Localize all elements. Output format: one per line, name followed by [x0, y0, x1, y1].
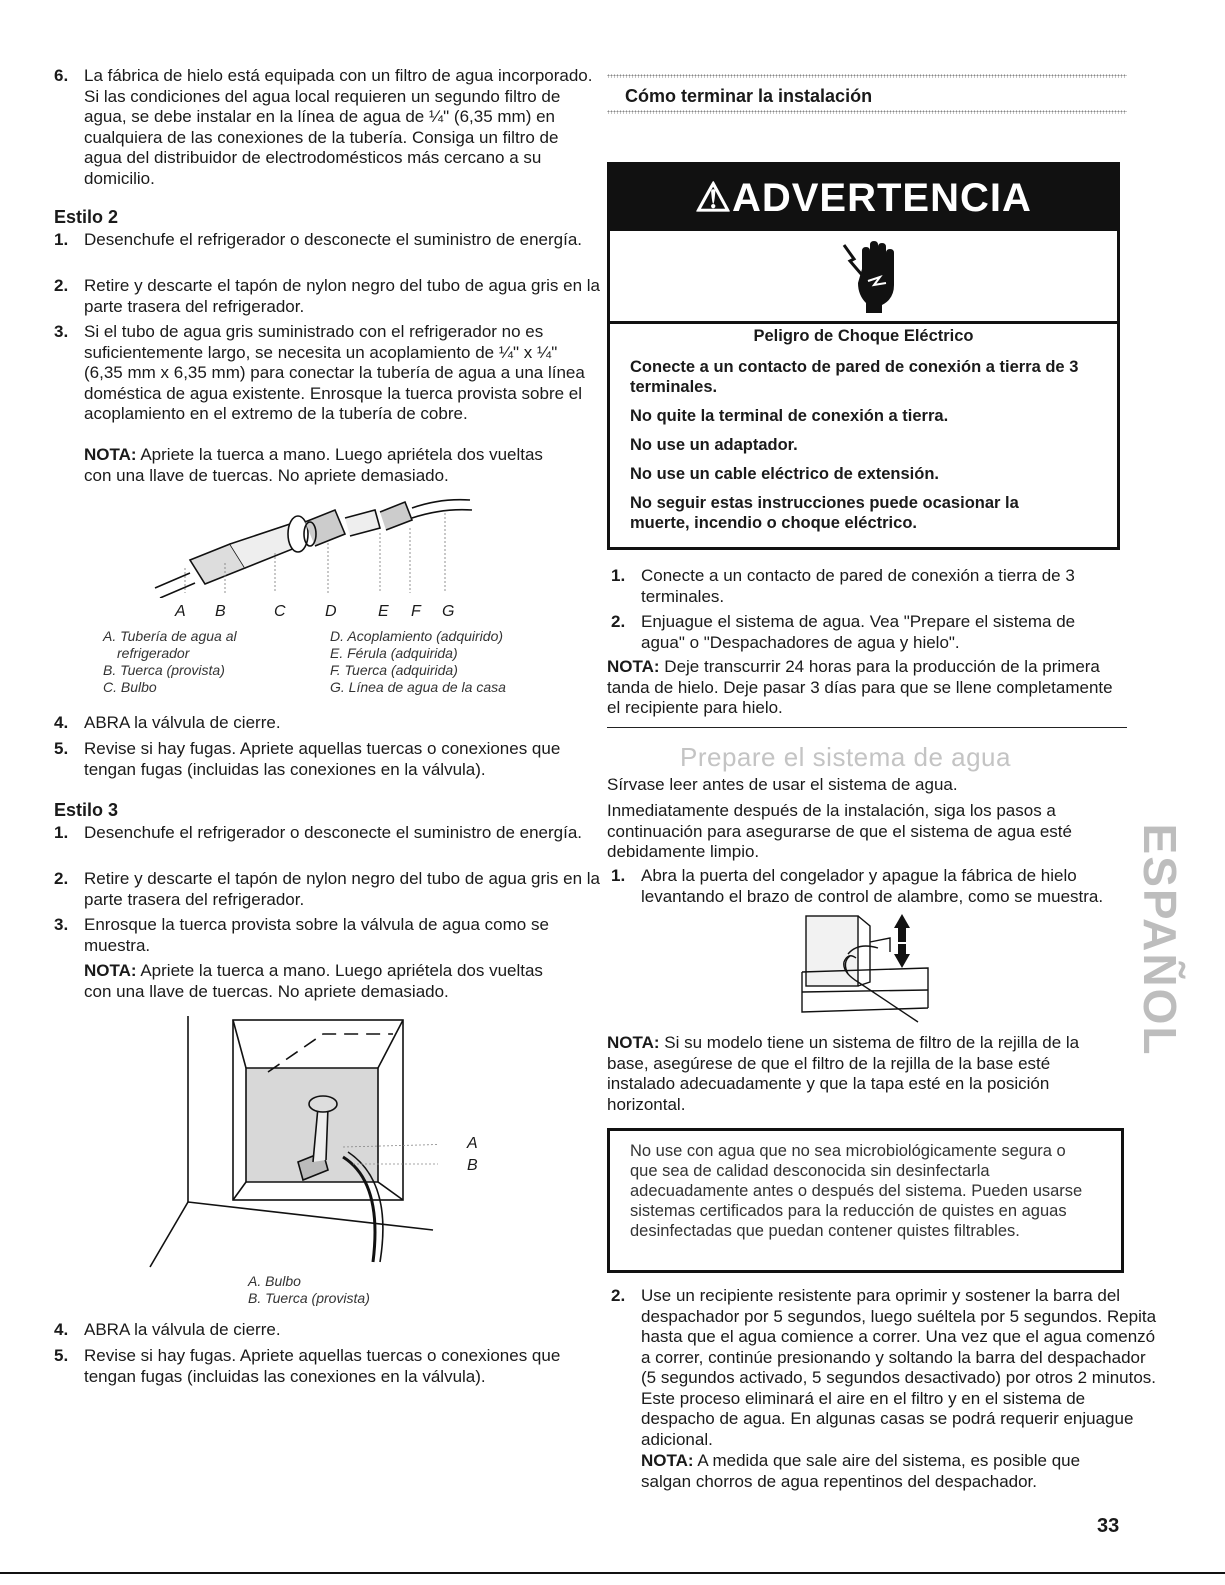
- caption: refrigerador: [117, 645, 190, 661]
- item-text: Desenchufe el refrigerador o desconecte el suministro de energía.: [84, 230, 583, 249]
- caption: B. Tuerca (provista): [103, 662, 225, 678]
- style2-item-2: [50, 276, 600, 317]
- warning-body: [630, 357, 1097, 542]
- item-number: 2.: [611, 612, 626, 631]
- warning-line: No seguir estas instrucciones puede ocasionar la muerte, incendio o choque eléctrico.: [630, 494, 1019, 532]
- warning-line: No use un adaptador.: [630, 436, 798, 454]
- dotted-rule-top: [607, 74, 1127, 78]
- item-text: Conecte a un contacto de pared de conexión a tierra de 3 terminales.: [641, 566, 1075, 606]
- caption: A. Tubería de agua al: [103, 628, 237, 644]
- warning-line: No use un cable eléctrico de extensión.: [630, 465, 940, 483]
- note-label: NOTA:: [84, 961, 137, 980]
- item-number: 1.: [54, 823, 69, 842]
- style2-item-4: [50, 713, 600, 734]
- caption: B. Tuerca (provista): [248, 1290, 370, 1306]
- air-note: [641, 1451, 1121, 1492]
- item-number: 5.: [54, 1346, 69, 1365]
- warning-box: [607, 162, 1120, 550]
- warning-triangle-icon: ⚠: [695, 176, 732, 220]
- item-number: 6.: [54, 66, 69, 85]
- warning-header: [610, 165, 1117, 231]
- side-tab-text: ESPAÑOL: [1134, 823, 1186, 1057]
- style3-item-5: [50, 1346, 600, 1387]
- language-side-tab: [1130, 818, 1200, 1058]
- item-text: Retire y descarte el tapón de nylon negro del tubo de agua gris en la parte trasera del refrigerador.: [84, 276, 601, 316]
- filter-note: [607, 1033, 1112, 1115]
- note-label: NOTA:: [641, 1451, 694, 1470]
- warning-subtitle: Peligro de Choque Eléctrico: [753, 327, 974, 345]
- figure-letter-a: A: [467, 1135, 478, 1152]
- item-text: Enjuague el sistema de agua. Vea "Prepare el sistema de agua" o "Despachadores de agua y hielo".: [641, 612, 1076, 652]
- captions-right: [330, 628, 506, 696]
- item-number: 1.: [611, 566, 626, 585]
- style3-item-3: [50, 915, 600, 956]
- item-number: 4.: [54, 1320, 69, 1339]
- caption: G. Línea de agua de la casa: [330, 679, 506, 695]
- item-text: Enrosque la tuerca provista sobre la válvula de agua como se muestra.: [84, 915, 549, 955]
- caption: E. Férula (adquirida): [330, 645, 458, 661]
- finish-item-1: [607, 566, 1151, 607]
- style2-heading: Estilo 2: [54, 207, 119, 227]
- note-text: Apriete la tuerca a mano. Luego apriétela dos vueltas con una llave de tuercas. No apriete demasiado.: [84, 961, 543, 1001]
- caution-notice-box: [607, 1128, 1124, 1273]
- label-a: A: [175, 603, 186, 620]
- page-bottom-rule: [0, 1572, 1225, 1574]
- caption: C. Bulbo: [103, 679, 157, 695]
- warning-title: ADVERTENCIA: [731, 176, 1032, 220]
- note-text: Si su modelo tiene un sistema de filtro de la rejilla de la base, asegúrese de que el filtro de la rejilla de la base esté instalado adecuadamente y que la tapa esté en la posición horizontal.: [607, 1033, 1080, 1114]
- note-text: Deje transcurrir 24 horas para la producción de la primera tanda de hielo. Deje pasar 3 días para que se llene completamente el recipiente para hielo.: [607, 657, 1113, 717]
- section-divider: [607, 727, 1127, 728]
- item-number: 3.: [54, 915, 69, 934]
- notice-text: No use con agua que no sea microbiológicamente segura o que sea de calidad desconocida sin desinfectarla adecuadamente antes o después del sistema. Pueden usarse sistemas certificados para la reducción de quistes en aguas desinfectadas que puedan contener quistes filtrables.: [630, 1142, 1083, 1240]
- prepare-paragraph: Inmediatamente después de la instalación, siga los pasos a continuación para asegurarse de que el sistema de agua esté debidamente limpio.: [607, 801, 1072, 861]
- coupling-illustration: [150, 488, 480, 598]
- note-label: NOTA:: [607, 657, 660, 676]
- label-e: E: [378, 603, 389, 620]
- prepare-item-2: [607, 1286, 1159, 1450]
- dotted-rule-bottom: [607, 110, 1127, 114]
- caption: A. Bulbo: [248, 1273, 301, 1289]
- warning-line: No quite la terminal de conexión a tierra.: [630, 407, 949, 425]
- item-text: ABRA la válvula de cierre.: [84, 713, 281, 732]
- item-text: Abra la puerta del congelador y apague la fábrica de hielo levantando el brazo de control de alambre, como se muestra.: [641, 866, 1104, 906]
- item-number: 1.: [611, 866, 626, 885]
- item-number: 5.: [54, 739, 69, 758]
- valve-box-illustration: [148, 1012, 438, 1270]
- note-label: NOTA:: [607, 1033, 660, 1052]
- ice-maker-illustration: [798, 912, 938, 1024]
- item-text: Si el tubo de agua gris suministrado con el refrigerador no es suficientemente largo, se necesita un acoplamiento de ¼" x ¼" (6,35 mm x 6,35 mm) para conectar la tubería de agua a una línea doméstica de agua existente. Enrosque la tuerca provista sobre el acoplamiento en el extremo de la tubería de cobre.: [84, 322, 585, 423]
- style3-item-4: [50, 1320, 600, 1341]
- figure-letter-b: B: [467, 1157, 478, 1174]
- item-text: ABRA la válvula de cierre.: [84, 1320, 281, 1339]
- warning-line: Conecte a un contacto de pared de conexión a tierra de 3 terminales.: [630, 358, 1079, 396]
- item-number: 2.: [54, 869, 69, 888]
- caption: F. Tuerca (adquirida): [330, 662, 458, 678]
- note-text: A medida que sale aire del sistema, es posible que salgan chorros de agua repentinos del despachador.: [641, 1451, 1081, 1491]
- style3-heading: Estilo 3: [54, 800, 119, 820]
- item-text: Desenchufe el refrigerador o desconecte el suministro de energía.: [84, 823, 583, 842]
- warning-icon-panel: [610, 231, 1117, 324]
- item-6: [50, 66, 600, 189]
- electric-shock-hand-icon: [842, 239, 896, 315]
- caption: D. Acoplamiento (adquirido): [330, 628, 504, 644]
- style3-item-2: [50, 869, 600, 910]
- label-g: G: [442, 603, 455, 620]
- section-title: Cómo terminar la instalación: [625, 86, 873, 106]
- label-f: F: [411, 603, 421, 620]
- finish-item-2: [607, 612, 1151, 653]
- finish-note: [607, 657, 1127, 719]
- style3-note: [84, 961, 568, 1002]
- item-number: 2.: [611, 1286, 626, 1305]
- prepare-item-1: [607, 866, 1156, 907]
- label-d: D: [325, 603, 337, 620]
- prepare-heading: Prepare el sistema de agua: [680, 742, 1011, 772]
- note-text: Apriete la tuerca a mano. Luego apriétela dos vueltas con una llave de tuercas. No apriete demasiado.: [84, 445, 543, 485]
- label-c: C: [274, 603, 286, 620]
- style2-item-5: [50, 739, 600, 780]
- style2-item-1: [50, 230, 600, 251]
- item-number: 2.: [54, 276, 69, 295]
- prepare-intro: Sírvase leer antes de usar el sistema de agua.: [607, 775, 958, 794]
- style2-note: [84, 445, 568, 486]
- style2-item-3: [50, 322, 600, 425]
- item-number: 3.: [54, 322, 69, 341]
- item-number: 1.: [54, 230, 69, 249]
- captions-left: [103, 628, 237, 696]
- label-b: B: [215, 603, 226, 620]
- note-label: NOTA:: [84, 445, 137, 464]
- item-text: Retire y descarte el tapón de nylon negro del tubo de agua gris en la parte trasera del refrigerador.: [84, 869, 601, 909]
- item-number: 4.: [54, 713, 69, 732]
- item-text: Revise si hay fugas. Apriete aquellas tuercas o conexiones que tengan fugas (incluidas las conexiones en la válvula).: [84, 1346, 561, 1386]
- item-text: Revise si hay fugas. Apriete aquellas tuercas o conexiones que tengan fugas (incluidas las conexiones en la válvula).: [84, 739, 561, 779]
- item-text: Use un recipiente resistente para oprimir y sostener la barra del despachador por 5 segundos, luego suéltela por 5 segundos. Repita hasta que el agua comience a correr. Una vez que el agua comenzó a correr, continúe presionando y soltando la barra del despachador (5 segundos activado, 5 segundos desactivado) por otros 2 minutos. Este proceso eliminará el aire en el filtro y en el sistema de despacho de agua. En algunas casas se podrá requerir enjuague adicional.: [641, 1286, 1157, 1449]
- item-text: La fábrica de hielo está equipada con un filtro de agua incorporado. Si las condiciones del agua local requieren un segundo filtro de agua, se debe instalar en la línea de agua de ¼" (6,35 mm) en cualquiera de las conexiones de la tubería. Consiga un filtro de agua del distribuidor de electrodomésticos más cercano a su domicilio.: [84, 66, 593, 188]
- style3-captions: [248, 1273, 370, 1307]
- style3-item-1: [50, 823, 600, 844]
- page-number: 33: [1097, 1515, 1120, 1537]
